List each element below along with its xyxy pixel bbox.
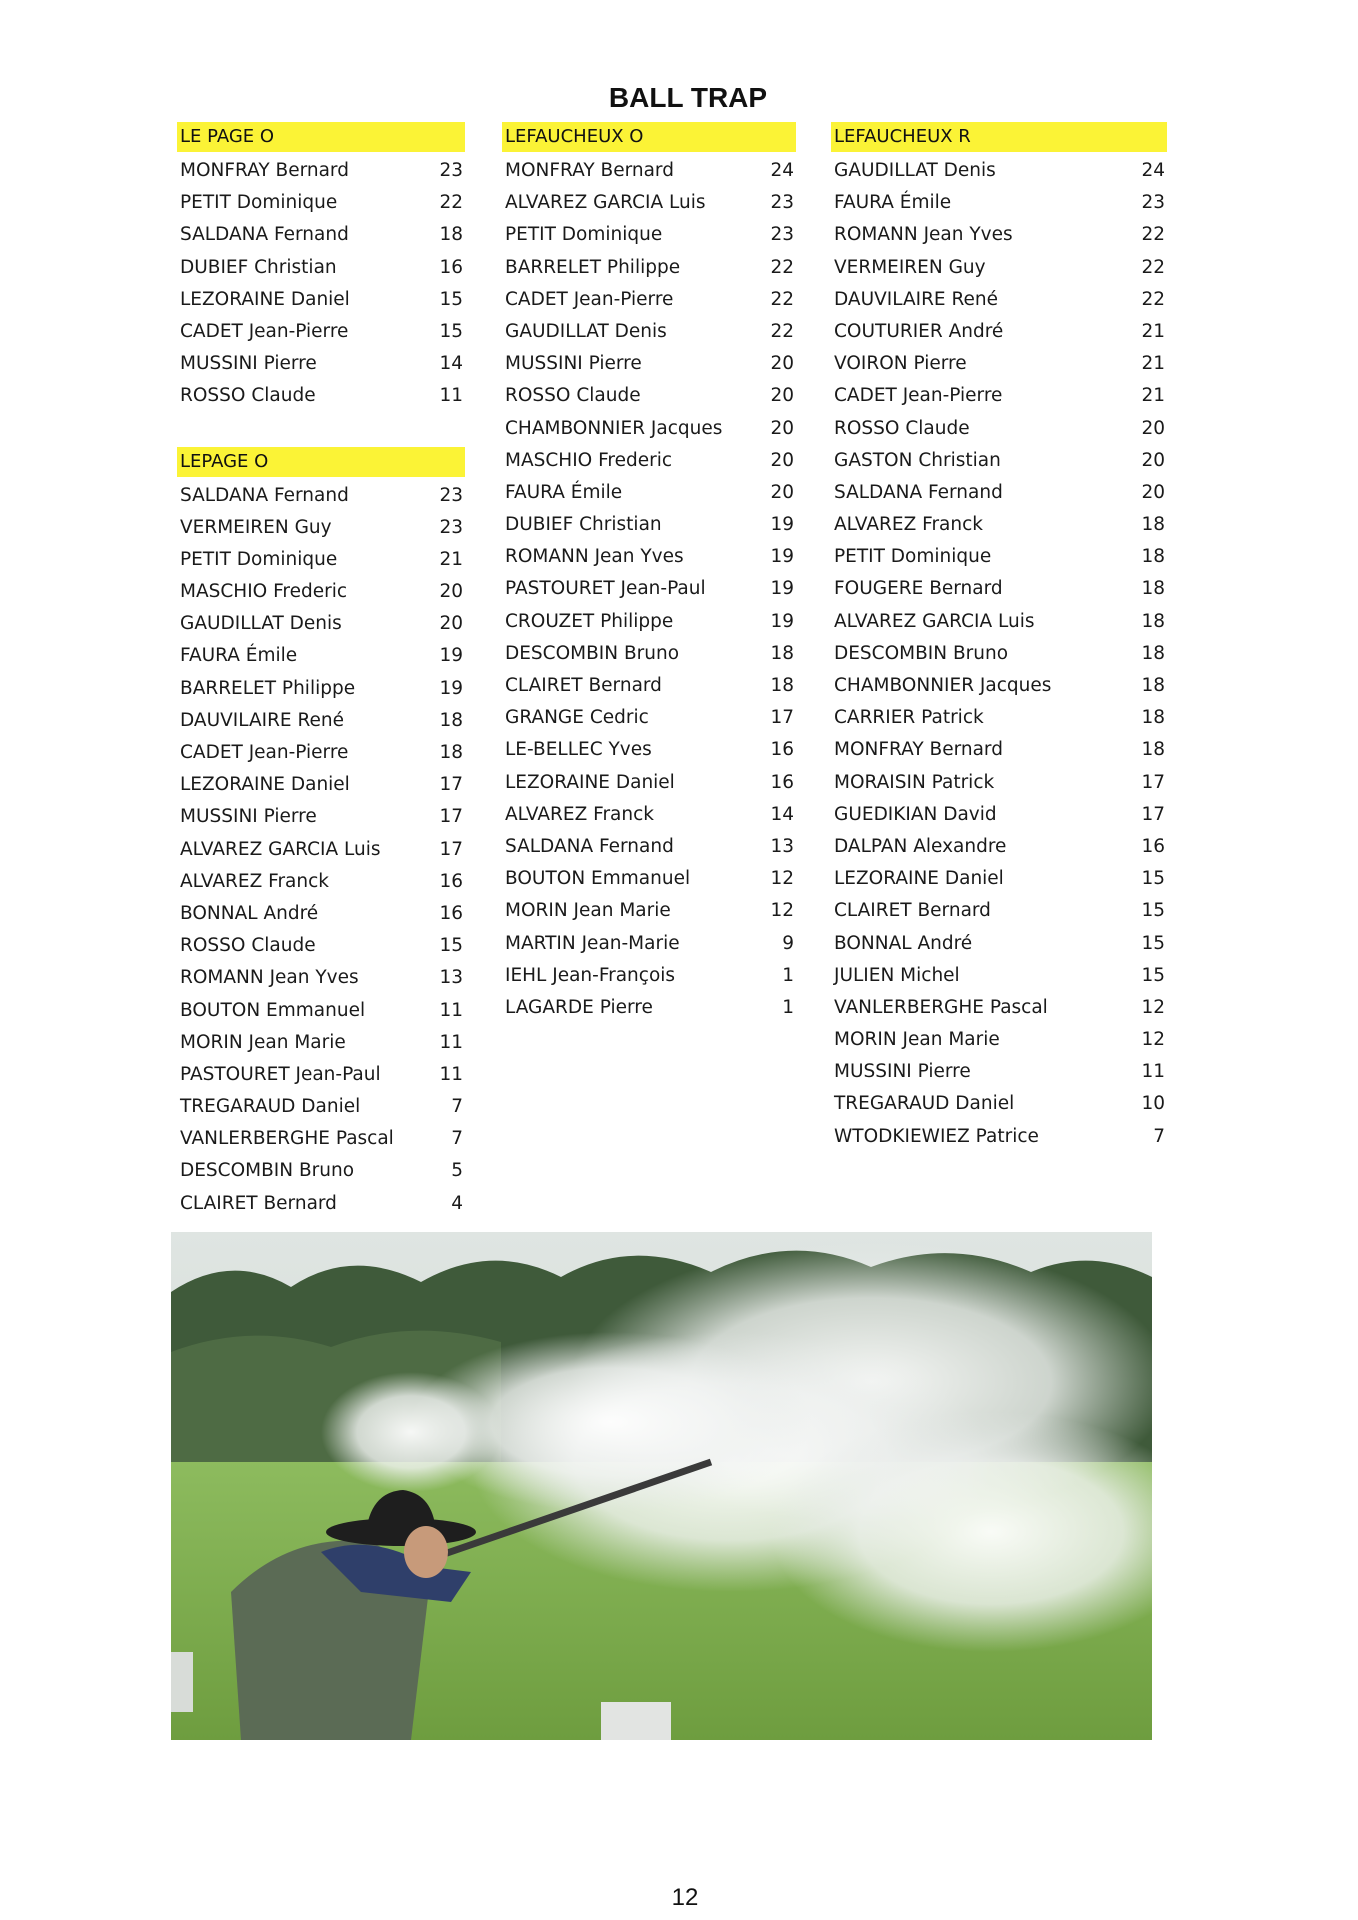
result-row xyxy=(502,509,796,541)
shooter-name: VANLERBERGHE Pascal xyxy=(180,1128,394,1150)
shooter-score: 22 xyxy=(770,320,794,342)
result-row xyxy=(831,284,1167,316)
result-row xyxy=(502,541,796,573)
shooter-name: CADET Jean-Pierre xyxy=(180,742,349,763)
shooter-score: 17 xyxy=(770,707,794,729)
result-row xyxy=(831,219,1167,251)
shooter-name: ROSSO Claude xyxy=(180,385,316,407)
shooter-score: 22 xyxy=(770,288,794,310)
section-header: LEFAUCHEUX R xyxy=(831,122,1167,152)
shooter-score: 19 xyxy=(770,578,794,600)
shooter-name: LEZORAINE Daniel xyxy=(180,774,350,796)
shooter-score: 19 xyxy=(439,677,463,699)
shooter-score: 18 xyxy=(1141,610,1165,632)
shooter-name: CLAIRET Bernard xyxy=(834,900,991,922)
result-row xyxy=(831,928,1167,960)
shooter-score: 21 xyxy=(1141,320,1165,342)
result-row xyxy=(177,898,465,930)
shooter-name: PASTOURET Jean-Paul xyxy=(505,578,706,600)
results-column-right xyxy=(831,122,1167,1153)
result-row xyxy=(831,1024,1167,1056)
result-row xyxy=(177,1188,465,1220)
shooter-score: 20 xyxy=(770,417,794,439)
result-row xyxy=(831,380,1167,412)
result-row xyxy=(502,992,796,1024)
results-section xyxy=(177,447,465,1220)
result-row xyxy=(177,1059,465,1091)
shooter-score: 11 xyxy=(439,999,463,1021)
shooter-name: BOUTON Emmanuel xyxy=(180,999,366,1021)
shooter-score: 20 xyxy=(1141,481,1165,503)
shooter-score: 17 xyxy=(1141,771,1165,793)
shooter-score: 22 xyxy=(439,192,463,214)
result-row xyxy=(831,252,1167,284)
shooter-score: 11 xyxy=(439,385,463,407)
shooter-score: 7 xyxy=(451,1128,463,1150)
section-spacer xyxy=(177,413,465,447)
shooter-name: IEHL Jean-François xyxy=(505,964,676,986)
result-row xyxy=(177,480,465,512)
shooter-name: ROMANN Jean Yves xyxy=(834,224,1013,246)
result-row xyxy=(831,863,1167,895)
shooter-score: 11 xyxy=(1141,1061,1165,1083)
shooter-score: 18 xyxy=(1141,642,1165,664)
result-row xyxy=(502,187,796,219)
shooter-score: 21 xyxy=(1141,385,1165,407)
shooter-name: ALVAREZ GARCIA Luis xyxy=(834,610,1035,632)
shooter-score: 22 xyxy=(1141,224,1165,246)
shooter-name: MASCHIO Frederic xyxy=(505,449,673,471)
shooter-score: 7 xyxy=(451,1096,463,1118)
shooter-name: TREGARAUD Daniel xyxy=(834,1093,1015,1115)
shooter-name: FAURA Émile xyxy=(180,645,298,667)
shooter-name: ROSSO Claude xyxy=(180,935,316,957)
shooter-score: 18 xyxy=(439,709,463,731)
shooter-score: 23 xyxy=(439,516,463,538)
shooter-score: 20 xyxy=(770,449,794,471)
shooter-name: BOUTON Emmanuel xyxy=(505,868,691,890)
shooter-score: 20 xyxy=(439,581,463,603)
results-column-middle xyxy=(502,122,796,1024)
shooter-score: 15 xyxy=(1141,964,1165,986)
shooter-score: 11 xyxy=(439,1031,463,1053)
shooter-name: MUSSINI Pierre xyxy=(180,806,317,828)
shooter-score: 22 xyxy=(1141,288,1165,310)
shooter-name: ROSSO Claude xyxy=(834,417,970,439)
shooter-name: LE-BELLEC Yves xyxy=(505,739,652,761)
shooter-name: MUSSINI Pierre xyxy=(505,353,642,375)
shooter-name: CHAMBONNIER Jacques xyxy=(505,417,723,439)
shooter-score: 1 xyxy=(782,996,794,1018)
shooter-name: CADET Jean-Pierre xyxy=(834,385,1003,407)
result-row xyxy=(831,992,1167,1024)
shooter-name: JULIEN Michel xyxy=(834,964,960,986)
shooter-name: PETIT Dominique xyxy=(180,192,338,214)
shooter-score: 15 xyxy=(1141,932,1165,954)
shooter-name: CLAIRET Bernard xyxy=(505,675,662,696)
section-header: LEPAGE O xyxy=(177,447,465,477)
shooter-name: DALPAN Alexandre xyxy=(834,835,1007,857)
shooter-score: 13 xyxy=(770,835,794,857)
shooter-name: BARRELET Philippe xyxy=(505,256,681,278)
shooter-score: 16 xyxy=(439,902,463,924)
shooter-name: WTODKIEWIEZ Patrice xyxy=(834,1125,1039,1147)
shooter-name: DAUVILAIRE René xyxy=(180,709,345,731)
result-row xyxy=(177,737,465,769)
shooter-score: 16 xyxy=(770,771,794,793)
shooter-score: 21 xyxy=(439,548,463,570)
shooter-score: 17 xyxy=(439,774,463,796)
shooter-score: 16 xyxy=(439,870,463,892)
result-row xyxy=(831,573,1167,605)
result-row xyxy=(831,1121,1167,1153)
result-row xyxy=(831,767,1167,799)
result-row xyxy=(502,960,796,992)
shooter-score: 22 xyxy=(770,256,794,278)
shooter-name: DUBIEF Christian xyxy=(180,256,337,278)
shooter-score: 12 xyxy=(1141,1029,1165,1051)
shooter-score: 23 xyxy=(439,484,463,506)
result-row xyxy=(831,606,1167,638)
result-row xyxy=(177,673,465,705)
result-row xyxy=(831,187,1167,219)
shooter-name: ROMANN Jean Yves xyxy=(180,967,359,989)
result-row xyxy=(177,219,465,251)
shooter-score: 9 xyxy=(782,932,794,954)
result-row xyxy=(831,831,1167,863)
shooter-score: 23 xyxy=(770,192,794,214)
page-number: 12 xyxy=(671,1884,699,1911)
results-column-left xyxy=(177,122,465,1220)
result-row xyxy=(502,219,796,251)
shooter-name: CHAMBONNIER Jacques xyxy=(834,675,1052,696)
result-row xyxy=(177,512,465,544)
shooter-name: CARRIER Patrick xyxy=(834,707,984,729)
shooter-score: 17 xyxy=(439,806,463,828)
shooter-name: PETIT Dominique xyxy=(834,546,992,568)
shooter-name: BONNAL André xyxy=(834,932,973,954)
shooter-name: SALDANA Fernand xyxy=(505,835,674,857)
shooter-name: GUEDIKIAN David xyxy=(834,803,997,825)
result-row xyxy=(502,702,796,734)
shooter-name: PETIT Dominique xyxy=(180,548,338,570)
shooter-name: CLAIRET Bernard xyxy=(180,1192,337,1214)
shooter-score: 20 xyxy=(1141,449,1165,471)
shooter-score: 19 xyxy=(770,610,794,632)
result-row xyxy=(831,445,1167,477)
shooter-score: 18 xyxy=(439,224,463,246)
shooter-score: 24 xyxy=(770,160,794,181)
results-section xyxy=(177,122,465,413)
result-row xyxy=(502,573,796,605)
shooter-photo xyxy=(171,1232,1152,1740)
result-row xyxy=(831,348,1167,380)
result-row xyxy=(502,284,796,316)
shooter-score: 18 xyxy=(1141,578,1165,600)
result-row xyxy=(831,477,1167,509)
shooter-name: BARRELET Philippe xyxy=(180,677,356,699)
section-header: LE PAGE O xyxy=(177,122,465,152)
shooter-score: 19 xyxy=(770,514,794,536)
result-row xyxy=(177,608,465,640)
shooter-name: GASTON Christian xyxy=(834,449,1001,471)
shooter-score: 23 xyxy=(770,224,794,246)
shooter-score: 18 xyxy=(770,675,794,696)
shooter-score: 4 xyxy=(451,1192,463,1214)
shooter-score: 19 xyxy=(439,645,463,667)
shooter-name: GAUDILLAT Denis xyxy=(505,320,667,342)
shooter-name: MONFRAY Bernard xyxy=(505,160,674,181)
shooter-name: ALVAREZ Franck xyxy=(505,803,655,825)
shooter-score: 15 xyxy=(1141,868,1165,890)
shooter-score: 20 xyxy=(770,385,794,407)
result-row xyxy=(502,252,796,284)
shooter-name: DESCOMBIN Bruno xyxy=(834,642,1009,664)
result-row xyxy=(502,445,796,477)
shooter-score: 18 xyxy=(1141,707,1165,729)
result-row xyxy=(502,831,796,863)
shooter-score: 20 xyxy=(770,481,794,503)
result-row xyxy=(177,834,465,866)
shooter-name: LAGARDE Pierre xyxy=(505,996,653,1018)
page-title: BALL TRAP xyxy=(608,82,768,113)
result-row xyxy=(502,477,796,509)
shooter-name: MORIN Jean Marie xyxy=(505,900,671,922)
result-row xyxy=(831,509,1167,541)
shooter-score: 1 xyxy=(782,964,794,986)
shooter-score: 12 xyxy=(770,868,794,890)
result-row xyxy=(177,1027,465,1059)
result-row xyxy=(177,252,465,284)
shooter-name: MASCHIO Frederic xyxy=(180,581,348,603)
shooter-score: 12 xyxy=(1141,996,1165,1018)
result-row xyxy=(177,380,465,412)
results-section xyxy=(502,122,796,1024)
shooter-score: 7 xyxy=(1153,1125,1165,1147)
shooter-name: BONNAL André xyxy=(180,902,319,924)
shooter-score: 24 xyxy=(1141,160,1165,181)
result-row xyxy=(177,187,465,219)
result-row xyxy=(502,348,796,380)
shooter-score: 18 xyxy=(439,742,463,763)
result-row xyxy=(502,767,796,799)
result-row xyxy=(831,316,1167,348)
shooter-name: PETIT Dominique xyxy=(505,224,663,246)
result-row xyxy=(502,606,796,638)
shooter-name: MORIN Jean Marie xyxy=(834,1029,1000,1051)
shooter-score: 17 xyxy=(1141,803,1165,825)
shooter-score: 13 xyxy=(439,967,463,989)
shooter-score: 14 xyxy=(439,353,463,375)
shooter-name: DESCOMBIN Bruno xyxy=(180,1160,355,1182)
shooter-name: PASTOURET Jean-Paul xyxy=(180,1063,381,1085)
results-section xyxy=(831,122,1167,1153)
shooter-name: MONFRAY Bernard xyxy=(180,160,349,181)
shooter-name: CROUZET Philippe xyxy=(505,610,674,632)
result-row xyxy=(177,962,465,994)
result-row xyxy=(502,928,796,960)
shooter-name: GAUDILLAT Denis xyxy=(834,160,996,181)
shooter-name: LEZORAINE Daniel xyxy=(834,868,1004,890)
shooter-score: 18 xyxy=(1141,514,1165,536)
result-row xyxy=(831,799,1167,831)
shooter-name: ALVAREZ Franck xyxy=(834,514,984,536)
shooter-name: LEZORAINE Daniel xyxy=(180,288,350,310)
result-row xyxy=(831,155,1167,187)
shooter-name: MORIN Jean Marie xyxy=(180,1031,346,1053)
shooter-score: 19 xyxy=(770,546,794,568)
shooter-score: 18 xyxy=(1141,546,1165,568)
shooter-score: 16 xyxy=(770,739,794,761)
shooter-name: ROSSO Claude xyxy=(505,385,641,407)
shooter-score: 21 xyxy=(1141,353,1165,375)
result-row xyxy=(177,995,465,1027)
shooter-score: 12 xyxy=(770,900,794,922)
result-row xyxy=(177,769,465,801)
result-row xyxy=(831,541,1167,573)
result-row xyxy=(502,799,796,831)
result-row xyxy=(177,1155,465,1187)
shooter-name: MUSSINI Pierre xyxy=(834,1061,971,1083)
shooter-name: MUSSINI Pierre xyxy=(180,353,317,375)
shooter-score: 20 xyxy=(1141,417,1165,439)
shooter-name: ROMANN Jean Yves xyxy=(505,546,684,568)
result-row xyxy=(177,348,465,380)
result-row xyxy=(177,1123,465,1155)
shooter-name: ALVAREZ Franck xyxy=(180,870,330,892)
result-row xyxy=(502,380,796,412)
shooter-name: TREGARAUD Daniel xyxy=(180,1096,361,1118)
shooter-name: CADET Jean-Pierre xyxy=(505,288,674,310)
shooter-name: ALVAREZ GARCIA Luis xyxy=(505,192,706,214)
shooter-name: VANLERBERGHE Pascal xyxy=(834,996,1048,1018)
shooter-name: VERMEIREN Guy xyxy=(180,516,332,538)
shooter-score: 20 xyxy=(770,353,794,375)
shooter-score: 18 xyxy=(1141,675,1165,696)
shooter-name: DAUVILAIRE René xyxy=(834,288,999,310)
shooter-name: VERMEIREN Guy xyxy=(834,256,986,278)
result-row xyxy=(502,734,796,766)
shooter-name: MONFRAY Bernard xyxy=(834,739,1003,761)
section-header: LEFAUCHEUX O xyxy=(502,122,796,152)
shooter-score: 16 xyxy=(439,256,463,278)
result-row xyxy=(177,1091,465,1123)
result-row xyxy=(177,705,465,737)
shooter-name: SALDANA Fernand xyxy=(180,224,349,246)
result-row xyxy=(502,863,796,895)
shooter-name: MORAISIN Patrick xyxy=(834,771,995,793)
result-row xyxy=(502,155,796,187)
shooter-name: CADET Jean-Pierre xyxy=(180,320,349,342)
shooter-score: 20 xyxy=(439,613,463,635)
shooter-score: 18 xyxy=(770,642,794,664)
result-row xyxy=(831,670,1167,702)
result-row xyxy=(831,1088,1167,1120)
shooter-score: 22 xyxy=(1141,256,1165,278)
result-row xyxy=(177,284,465,316)
shooter-name: LEZORAINE Daniel xyxy=(505,771,675,793)
result-row xyxy=(177,544,465,576)
shooter-name: SALDANA Fernand xyxy=(834,481,1003,503)
result-row xyxy=(831,960,1167,992)
shooter-name: SALDANA Fernand xyxy=(180,484,349,506)
shooter-score: 14 xyxy=(770,803,794,825)
shooter-score: 18 xyxy=(1141,739,1165,761)
result-row xyxy=(177,155,465,187)
shooter-name: DESCOMBIN Bruno xyxy=(505,642,680,664)
result-row xyxy=(177,316,465,348)
shooter-score: 15 xyxy=(439,320,463,342)
shooter-score: 23 xyxy=(1141,192,1165,214)
result-row xyxy=(831,702,1167,734)
shooter-score: 15 xyxy=(439,288,463,310)
shooter-name: GRANGE Cedric xyxy=(505,707,649,729)
shooter-score: 15 xyxy=(1141,900,1165,922)
result-row xyxy=(502,638,796,670)
result-row xyxy=(831,895,1167,927)
result-row xyxy=(831,734,1167,766)
result-row xyxy=(831,1056,1167,1088)
result-row xyxy=(177,640,465,672)
result-row xyxy=(502,670,796,702)
shooter-score: 15 xyxy=(439,935,463,957)
result-row xyxy=(502,413,796,445)
shooter-name: ALVAREZ GARCIA Luis xyxy=(180,838,381,860)
result-row xyxy=(177,866,465,898)
result-row xyxy=(177,576,465,608)
shooter-name: FAURA Émile xyxy=(505,481,623,503)
result-row xyxy=(502,895,796,927)
shooter-score: 17 xyxy=(439,838,463,860)
result-row xyxy=(831,638,1167,670)
shooter-name: GAUDILLAT Denis xyxy=(180,613,342,635)
shooter-score: 5 xyxy=(451,1160,463,1182)
result-row xyxy=(831,413,1167,445)
shooter-score: 16 xyxy=(1141,835,1165,857)
shooter-score: 11 xyxy=(439,1063,463,1085)
shooter-name: COUTURIER André xyxy=(834,320,1004,342)
shooter-name: FAURA Émile xyxy=(834,192,952,214)
shooter-name: DUBIEF Christian xyxy=(505,514,662,536)
shooter-name: FOUGERE Bernard xyxy=(834,578,1003,600)
shooter-name: VOIRON Pierre xyxy=(834,353,967,375)
shooter-score: 10 xyxy=(1141,1093,1165,1115)
result-row xyxy=(177,930,465,962)
shooter-name: MARTIN Jean-Marie xyxy=(505,932,680,954)
result-row xyxy=(177,801,465,833)
shooter-score: 23 xyxy=(439,160,463,181)
result-row xyxy=(502,316,796,348)
